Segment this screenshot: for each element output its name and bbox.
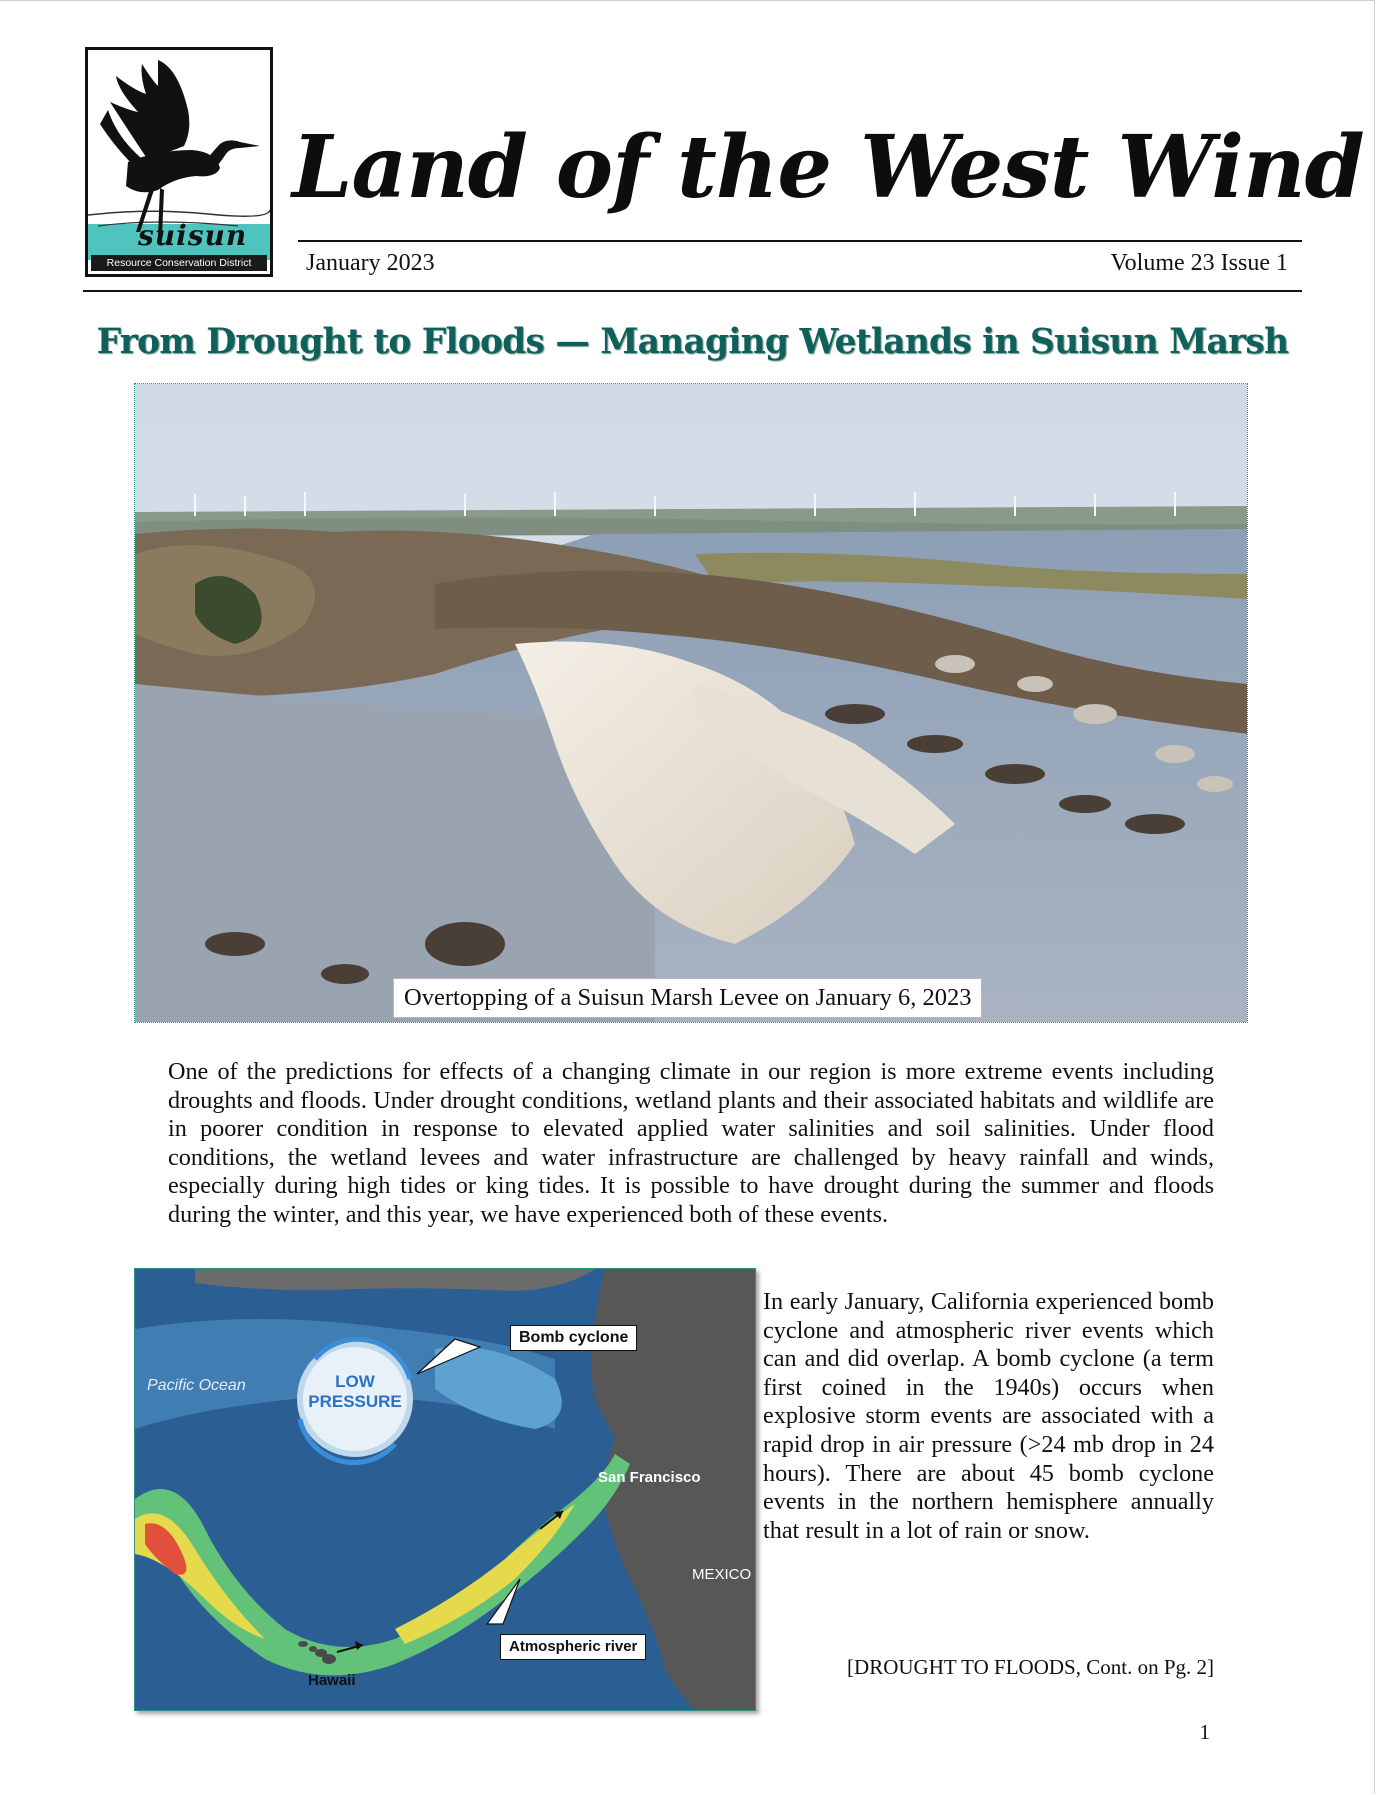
bomb-cyclone-callout: Bomb cyclone (510, 1325, 637, 1351)
article-headline: From Drought to Floods — Managing Wetlands in Suisun Marsh (96, 322, 1289, 362)
low-pressure-line2: PRESSURE (308, 1392, 402, 1411)
article-paragraph-intro: One of the predictions for effects of a changing climate in our region is more extreme events including droughts and floods. Under drought conditions, wetland plants and their associated habitats and wildlife are in poorer condition in response to elevated applied water salinities and soil salinities. Under flood conditions, the wetland levees and water infrastructure are challenged by heavy rainfall and winds, especially during high tides or king tides. It is possible to have drought during the summer and floods during the winter, and this year, we have experienced both of these events. (168, 1058, 1214, 1228)
low-pressure-line1: LOW (335, 1372, 375, 1391)
photo-caption: Overtopping of a Suisun Marsh Levee on January 6, 2023 (393, 978, 982, 1018)
newsletter-title: Land of the West Wind (292, 117, 1364, 218)
pacific-ocean-label: Pacific Ocean (147, 1377, 246, 1394)
storm-map (134, 1268, 756, 1711)
masthead-rule (298, 240, 1302, 242)
issue-date: January 2023 (306, 250, 435, 276)
logo-caption: Resource Conservation District (91, 255, 267, 271)
levee-photo (134, 383, 1248, 1023)
suisun-rcd-logo (85, 47, 273, 277)
san-francisco-label: San Francisco (598, 1469, 701, 1486)
mexico-label: MEXICO (692, 1566, 752, 1583)
atmospheric-river-callout: Atmospheric river (500, 1634, 646, 1660)
page-number: 1 (1199, 1720, 1210, 1744)
logo-wordmark: suisun (138, 219, 248, 252)
masthead-bottom-rule (83, 290, 1302, 292)
low-pressure-label (305, 1372, 405, 1412)
continuation-note: [DROUGHT TO FLOODS, Cont. on Pg. 2] (847, 1655, 1214, 1679)
issue-volume: Volume 23 Issue 1 (1110, 250, 1288, 276)
hawaii-label: Hawaii (308, 1672, 356, 1689)
article-paragraph-bomb-cyclone: In early January, California experienced bomb cyclone and atmospheric river events which can and did overlap. A bomb cyclone (a term first coined in the 1940s) occurs when explosive storm events are associated with a rapid drop in air pressure (>24 mb drop in 24 hours). There are about 45 bomb cyclone events in the northern hemisphere annually that result in a lot of rain or snow. (763, 1288, 1214, 1544)
